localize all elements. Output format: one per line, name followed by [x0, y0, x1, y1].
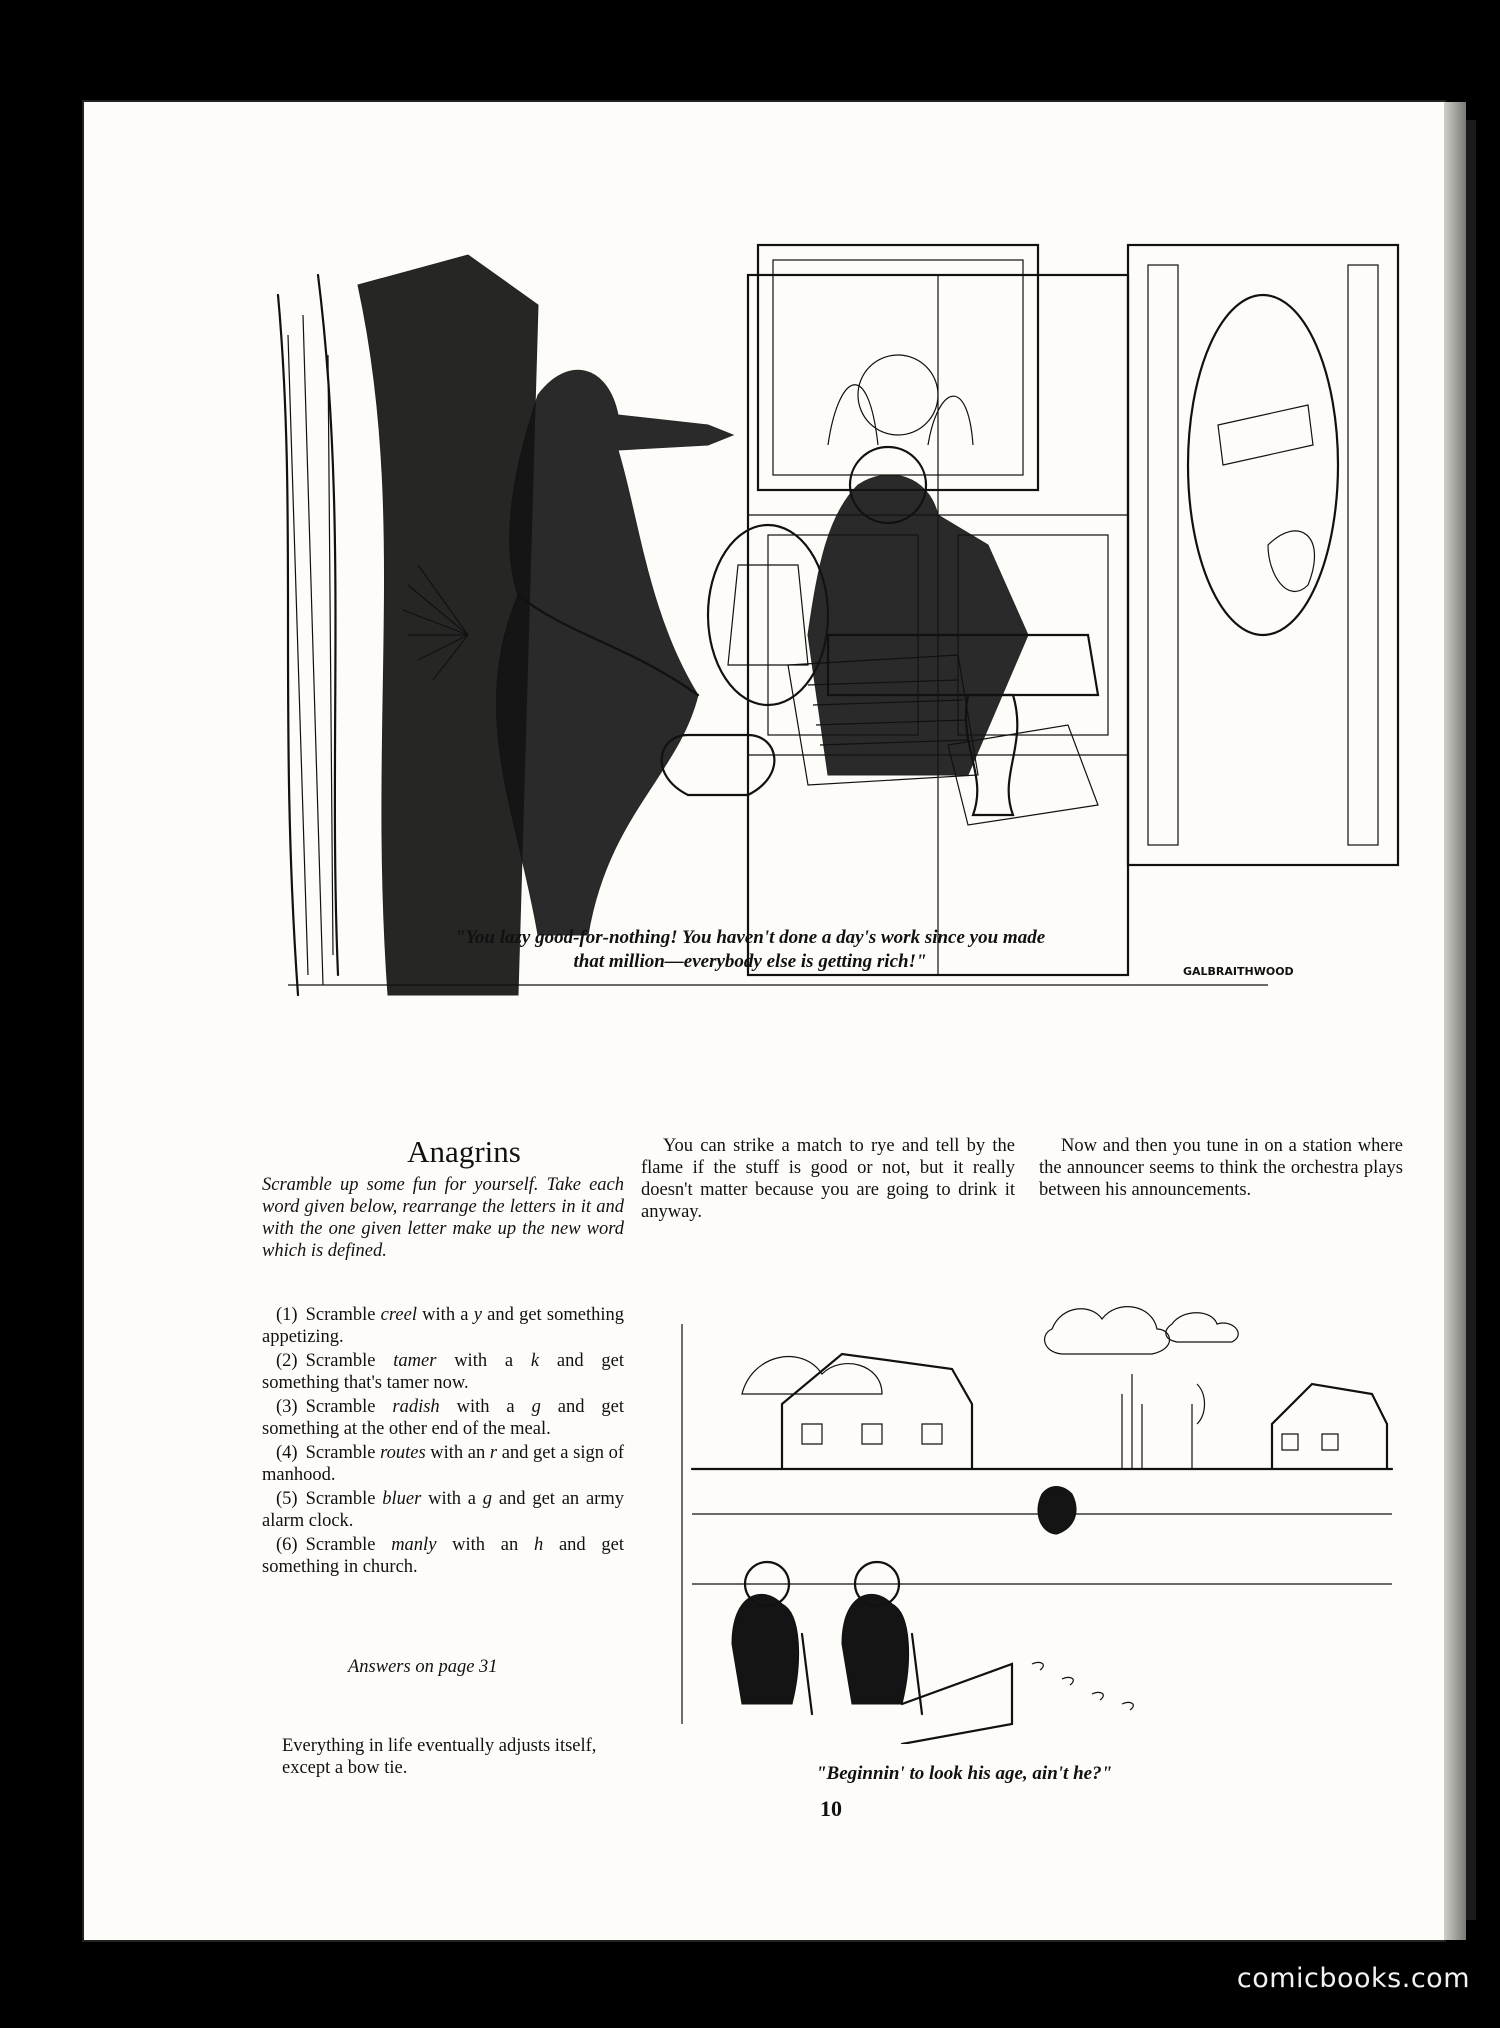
anagram-item: (3) Scramble radish with a g and get something at the other end of the meal. — [262, 1397, 624, 1439]
anagram-item: (5) Scramble bluer with a g and get an army alarm clock. — [262, 1489, 624, 1531]
top-cartoon-illustration — [268, 215, 1412, 1005]
anagram-item: (1) Scramble creel with a y and get something appetizing. — [262, 1305, 624, 1347]
site-watermark: comicbooks.com — [1236, 1963, 1470, 1994]
top-caption-line-2: that million—everybody else is getting rich!" — [573, 951, 927, 972]
page-edge — [1444, 102, 1466, 1940]
anagram-item: (6) Scramble manly with an h and get something in church. — [262, 1535, 624, 1577]
anagrins-intro: Scramble up some fun for yourself. Take each word given below, rearrange the letters in it and with the one given letter make up the new word which is defined. — [262, 1175, 624, 1261]
page-edge-shadow — [1466, 120, 1476, 1920]
joke-orchestra: Now and then you tune in on a station where the announcer seems to think the orchestra plays between his announcements. — [1039, 1136, 1403, 1200]
top-caption-line-1: "You lazy good-for-nothing! You haven't done a day's work since you made — [454, 927, 1046, 948]
bottom-cartoon-caption: "Beginnin' to look his age, ain't he?" — [816, 1763, 1113, 1784]
top-cartoon-caption — [300, 926, 1200, 974]
joke-bow-tie: Everything in life eventually adjusts itself, except a bow tie. — [282, 1736, 597, 1778]
anagrins-list — [262, 1304, 624, 1580]
anagrins-title: Anagrins — [407, 1134, 521, 1169]
bottom-cartoon-illustration — [672, 1284, 1412, 1744]
answers-note: Answers on page 31 — [348, 1657, 498, 1677]
page-number: 10 — [820, 1796, 842, 1821]
joke-match-rye: You can strike a match to rye and tell by the flame if the stuff is good or not, but it really doesn't matter because you are going to drink it anyway. — [641, 1136, 1015, 1222]
anagram-item: (2) Scramble tamer with a k and get something that's tamer now. — [262, 1351, 624, 1393]
cartoonist-signature: GALBRAITHWOOD — [1183, 965, 1294, 978]
anagram-item: (4) Scramble routes with an r and get a sign of manhood. — [262, 1443, 624, 1485]
